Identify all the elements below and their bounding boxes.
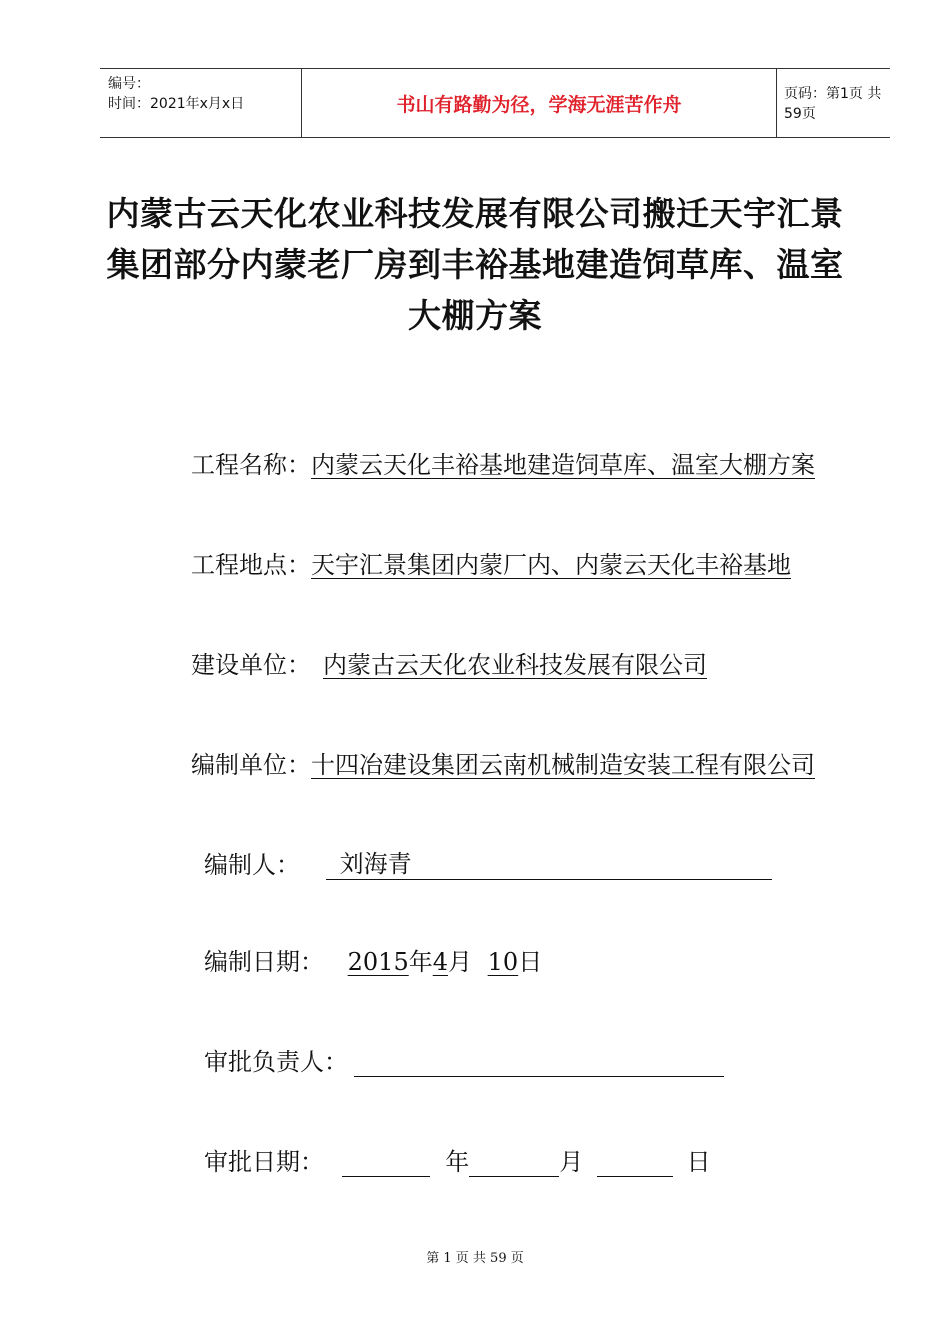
approve-date-row [204, 1142, 711, 1177]
approve-date-day-unit: 日 [686, 1148, 711, 1176]
approve-year-line [342, 1150, 430, 1177]
compiler-row [204, 845, 772, 880]
header-page-info: 页码：第1页 共59页 [784, 86, 882, 122]
project-site-value: 天宇汇景集团内蒙厂内、内蒙云天化丰裕基地 [311, 551, 791, 579]
approver-row [204, 1042, 724, 1077]
compiler-value: 刘海青 [339, 850, 412, 878]
approve-day-line [597, 1150, 673, 1177]
approver-label: 审批负责人： [204, 1048, 348, 1076]
compile-date-month-unit: 月 [448, 948, 472, 976]
compile-date-year: 2015 [347, 948, 409, 976]
compiler-label: 编制人： [204, 851, 300, 879]
builder-label: 建设单位： [191, 651, 311, 679]
compiler-unit-value: 十四冶建设集团云南机械制造安装工程有限公司 [311, 751, 815, 779]
motto: 书山有路勤为径，学海无涯苦作舟 [396, 93, 682, 116]
header-meta [100, 69, 301, 137]
approver-line [354, 1050, 724, 1077]
project-name-label: 工程名称： [191, 451, 311, 479]
document-title: 内蒙古云天化农业科技发展有限公司搬迁天宇汇景集团部分内蒙老厂房到丰裕基地建造饲草库、温室大棚方案 [106, 194, 844, 335]
approve-date-month-unit: 月 [559, 1148, 584, 1176]
compiler-line [326, 850, 772, 880]
builder-row [191, 645, 719, 680]
compile-date-month: 4 [432, 948, 448, 976]
project-name-row [191, 445, 815, 480]
compiler-unit-row [191, 745, 815, 780]
header-motto-cell [301, 69, 777, 137]
approve-date-year-unit: 年 [445, 1148, 470, 1176]
compiler-unit-label: 编制单位： [191, 751, 311, 779]
compile-date-row [204, 942, 542, 977]
builder-value: 内蒙古云天化农业科技发展有限公司 [323, 651, 707, 679]
project-site-row [191, 545, 791, 580]
document-number-label: 编号： [108, 76, 150, 92]
compile-date-year-unit: 年 [408, 948, 433, 976]
compile-date-day-unit: 日 [518, 948, 543, 976]
project-name-value: 内蒙云天化丰裕基地建造饲草库、温室大棚方案 [311, 451, 815, 479]
approve-date-label: 审批日期： [204, 1148, 324, 1176]
compile-date-label: 编制日期： [204, 948, 324, 976]
approve-month-line [469, 1150, 559, 1177]
document-time: 时间：2021年x月x日 [108, 96, 245, 112]
project-site-label: 工程地点： [191, 551, 311, 579]
document-header [100, 68, 890, 138]
compile-date-day: 10 [487, 948, 519, 976]
page-footer: 第 1 页 共 59 页 [426, 1251, 524, 1266]
